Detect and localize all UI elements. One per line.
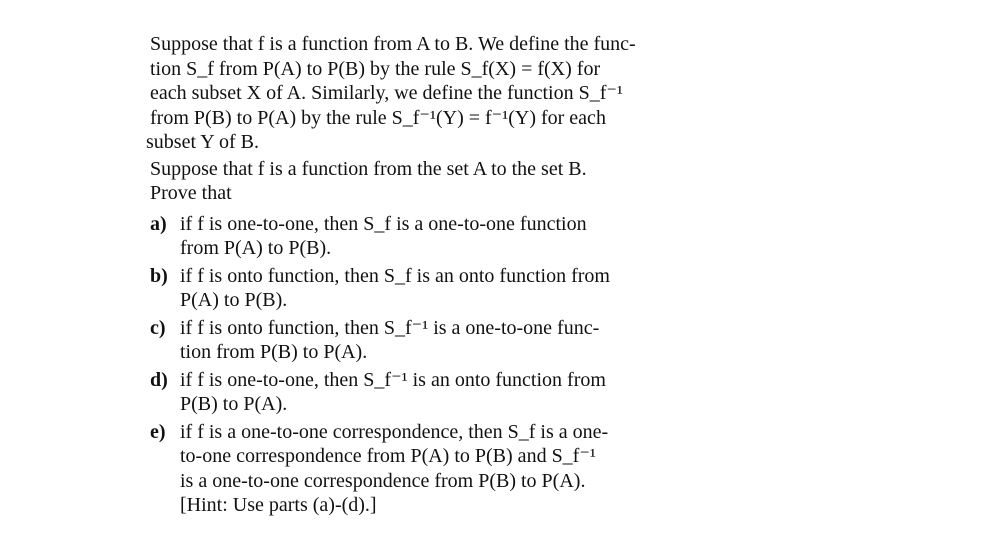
part-a	[150, 212, 660, 261]
part-c-line-1: if f is onto function, then S_f⁻¹ is a one-to-one func-	[180, 316, 600, 339]
part-e-label: e)	[150, 420, 166, 443]
intro-line-2: tion S_f from P(A) to P(B) by the rule S_f(X) = f(X) for	[150, 57, 601, 80]
problem-line-2: Prove that	[150, 182, 232, 204]
part-e-line-3: is a one-to-one correspondence from P(B) to P(A).	[180, 469, 586, 492]
part-e	[150, 420, 660, 518]
part-b-label: b)	[150, 264, 168, 287]
intro-line-1: Suppose that f is a function from A to B. We define the func-	[150, 33, 636, 55]
part-e-line-2: to-one correspondence from P(A) to P(B) and S_f⁻¹	[180, 445, 596, 467]
part-d-line-1: if f is one-to-one, then S_f⁻¹ is an onto function from	[180, 368, 606, 391]
part-c-line-2: tion from P(B) to P(A).	[180, 341, 368, 363]
intro-line-3: each subset X of A. Similarly, we define the function S_f⁻¹	[150, 82, 623, 104]
part-c	[150, 316, 660, 365]
part-b	[150, 264, 660, 313]
part-d-label: d)	[150, 368, 168, 391]
part-b-line-2: P(A) to P(B).	[180, 289, 288, 311]
part-d	[150, 368, 660, 417]
intro-line-4: from P(B) to P(A) by the rule S_f⁻¹(Y) = f⁻¹(Y) for each	[150, 106, 606, 129]
part-a-line-1: if f is one-to-one, then S_f is a one-to-one function	[180, 212, 587, 235]
part-e-line-1: if f is a one-to-one correspondence, then S_f is a one-	[180, 420, 609, 443]
part-c-label: c)	[150, 316, 166, 339]
intro-line-5: subset Y of B.	[146, 131, 259, 153]
definition-paragraph	[146, 32, 660, 155]
part-a-line-2: from P(A) to P(B).	[180, 237, 332, 259]
part-a-label: a)	[150, 212, 167, 235]
part-d-line-2: P(B) to P(A).	[180, 393, 288, 415]
problem-line-1: Suppose that f is a function from the set A to the set B.	[150, 157, 587, 180]
exercise-parts	[150, 212, 660, 518]
part-b-line-1: if f is onto function, then S_f is an onto function from	[180, 264, 610, 287]
document	[146, 32, 660, 521]
problem-statement	[150, 157, 660, 206]
part-e-hint: [Hint: Use parts (a)-(d).]	[180, 494, 377, 516]
